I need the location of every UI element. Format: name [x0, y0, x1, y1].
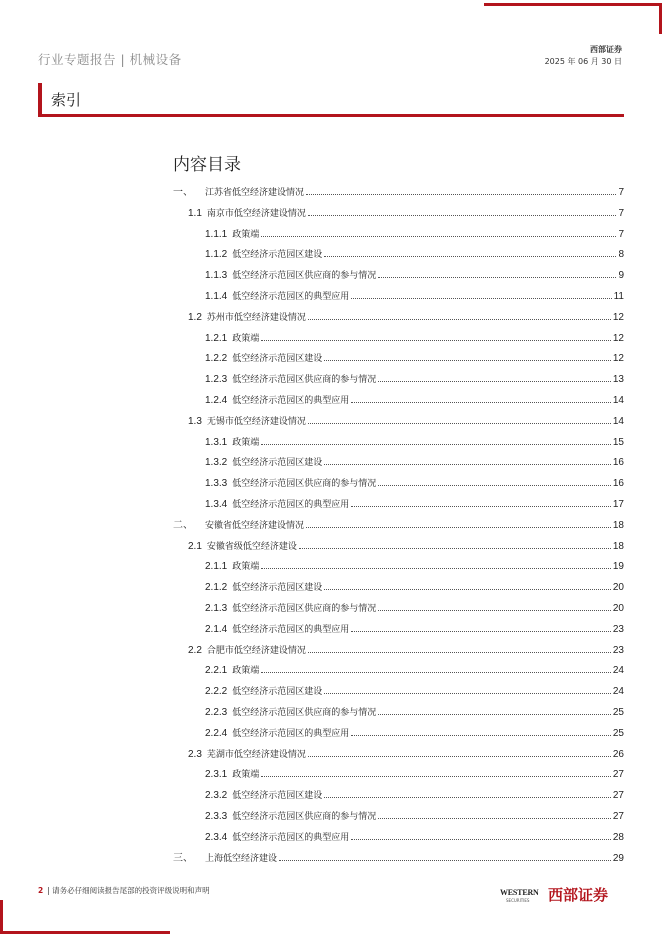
toc-leader-dots: [351, 506, 611, 507]
toc-entry[interactable]: [188, 203, 624, 219]
toc-leader-dots: [378, 818, 611, 819]
toc-entry-title: 安徽省级低空经济建设: [206, 541, 297, 552]
toc-entry-page: 20: [612, 582, 624, 594]
toc-entry-number: 2.2.2: [205, 686, 228, 698]
toc-entry-title: 低空经济示范园区建设: [232, 250, 323, 261]
toc-entry[interactable]: [205, 244, 624, 260]
toc-entry-number: 1.2: [188, 311, 202, 323]
toc-entry-page: 17: [612, 499, 624, 510]
toc-leader-dots: [351, 298, 611, 299]
toc-entry-title: 低空经济示范园区供应商的参与情况: [232, 271, 377, 282]
toc-leader-dots: [351, 402, 611, 403]
toc-entry-title: 低空经济示范园区供应商的参与情况: [232, 812, 377, 822]
toc-entry-title: 低空经济示范园区的典型应用: [232, 396, 350, 406]
toc-entry-page: 16: [612, 457, 624, 469]
toc-entry-page: 13: [612, 374, 624, 386]
toc-entry[interactable]: [205, 390, 624, 406]
section-bar: [38, 83, 624, 113]
toc-entry-number: 2.2: [188, 644, 202, 656]
toc-entry-page: 12: [612, 311, 624, 323]
toc-entry-title: 低空经济示范园区供应商的参与情况: [232, 375, 377, 386]
toc-entry-title: 低空经济示范园区建设: [232, 458, 323, 469]
toc-leader-dots: [351, 735, 611, 736]
logo-cn: 西部证券: [548, 886, 609, 904]
toc-leader-dots: [308, 652, 611, 653]
page-number: 2: [38, 886, 44, 895]
toc-entry-number: 1.1.1: [205, 228, 228, 240]
toc-leader-dots: [261, 672, 611, 673]
report-type: 行业专题报告 | 机械设备: [38, 52, 182, 67]
toc-entry-title: 低空经济示范园区建设: [232, 791, 323, 802]
toc-entry-page: 25: [612, 727, 624, 739]
toc-leader-dots: [378, 714, 611, 715]
toc-entry[interactable]: [205, 452, 624, 468]
toc-entry-number: 1.1.4: [205, 291, 228, 302]
toc-entry-title: 低空经济示范园区建设: [232, 354, 323, 365]
toc-leader-dots: [306, 194, 616, 195]
toc-entry-page: 11: [613, 291, 624, 302]
toc-leader-dots: [324, 360, 611, 361]
toc-entry-number: 2.2.1: [205, 665, 228, 677]
toc-leader-dots: [308, 319, 611, 320]
toc-leader-dots: [324, 693, 611, 694]
toc-leader-dots: [279, 860, 611, 861]
toc-entry-page: 20: [612, 603, 624, 614]
toc-entry-number: 1.2.3: [205, 374, 228, 386]
toc-entry-title: 政策端: [232, 562, 260, 573]
logo-en: WESTERN: [500, 888, 539, 897]
toc-entry-title: 低空经济示范园区建设: [232, 687, 323, 698]
logo-en-sub: SECURITIES: [506, 898, 530, 903]
toc-entry-number: 2.1: [188, 540, 202, 552]
toc-entry-number: 2.3.1: [205, 769, 228, 781]
corner-decoration: [0, 900, 3, 934]
toc-entry[interactable]: [188, 411, 624, 427]
toc-leader-dots: [261, 568, 611, 569]
toc-entry[interactable]: [188, 307, 624, 323]
toc-entry-page: 26: [612, 748, 624, 760]
toc-entry-page: 27: [612, 811, 624, 822]
toc-entry-number: 1.2.2: [205, 353, 228, 365]
toc-entry[interactable]: [205, 328, 624, 344]
toc-entry-number: 1.2.4: [205, 395, 228, 406]
toc-entry-page: 24: [612, 686, 624, 698]
toc-entry[interactable]: [205, 764, 624, 780]
toc-entry-page: 14: [612, 395, 624, 406]
toc-entry[interactable]: [205, 681, 624, 697]
section-title: 索引: [51, 91, 82, 109]
toc-entry-number: 一、: [173, 187, 193, 198]
toc-leader-dots: [378, 381, 611, 382]
toc-entry-number: 1.1: [188, 207, 202, 219]
toc-entry[interactable]: [173, 515, 624, 531]
toc-leader-dots: [378, 277, 616, 278]
toc-entry[interactable]: [205, 785, 624, 801]
toc-entry-title: 南京市低空经济建设情况: [206, 208, 306, 219]
header-meta: [545, 44, 622, 68]
toc-entry-page: 27: [612, 790, 624, 802]
toc-entry[interactable]: [173, 182, 624, 198]
toc-leader-dots: [324, 797, 611, 798]
toc-entry-title: 无锡市低空经济建设情况: [206, 416, 306, 427]
toc-entry-number: 三、: [173, 852, 193, 864]
toc-entry-page: 24: [612, 665, 624, 677]
toc-entry-title: 低空经济示范园区建设: [232, 583, 323, 594]
toc-entry[interactable]: [205, 286, 624, 302]
toc-entry-page: 7: [618, 228, 624, 240]
report-date: 2025 年 06 月 30 日: [544, 57, 622, 66]
toc-entry-page: 23: [612, 644, 624, 656]
toc-entry-page: 28: [612, 831, 624, 843]
toc-leader-dots: [324, 256, 616, 257]
toc-leader-dots: [308, 215, 617, 216]
toc-entry-title: 政策端: [232, 666, 260, 677]
toc-leader-dots: [306, 527, 611, 528]
toc-leader-dots: [324, 589, 611, 590]
toc-heading: 内容目录: [173, 155, 241, 175]
toc-entry[interactable]: [205, 494, 624, 510]
toc-entry-title: 政策端: [232, 770, 260, 781]
toc-entry-number: 2.1.3: [205, 603, 228, 614]
footer-note: [38, 885, 210, 896]
toc-entry-title: 低空经济示范园区供应商的参与情况: [232, 604, 377, 614]
toc-entry[interactable]: [205, 806, 624, 822]
toc-entry-number: 2.2.3: [205, 707, 228, 718]
toc-entry[interactable]: [205, 224, 624, 240]
toc-entry[interactable]: [205, 723, 624, 739]
toc-entry[interactable]: [205, 702, 624, 718]
toc-entry-number: 1.3.1: [205, 436, 228, 448]
toc-entry-number: 1.3.4: [205, 499, 228, 510]
toc-leader-dots: [351, 631, 611, 632]
toc-entry-title: 低空经济示范园区的典型应用: [232, 292, 350, 302]
toc-entry[interactable]: [205, 660, 624, 676]
toc-entry-page: 25: [612, 707, 624, 718]
toc-entry-title: 芜湖市低空经济建设情况: [206, 749, 306, 760]
toc-entry-number: 1.3.2: [205, 457, 228, 469]
corner-decoration: [484, 3, 662, 6]
toc-entry-page: 16: [612, 478, 624, 490]
toc-entry-page: 9: [618, 270, 624, 282]
toc-entry[interactable]: [205, 473, 624, 489]
toc-entry-page: 23: [612, 623, 624, 635]
toc-entry-page: 14: [612, 415, 624, 427]
toc-leader-dots: [308, 423, 611, 424]
toc-entry[interactable]: [205, 369, 624, 385]
toc-entry-title: 合肥市低空经济建设情况: [206, 645, 306, 656]
toc-leader-dots: [299, 548, 611, 549]
toc-leader-dots: [261, 236, 616, 237]
corner-decoration: [0, 931, 170, 934]
toc-entry-page: 12: [612, 353, 624, 365]
toc-entry-page: 7: [618, 187, 624, 198]
toc-leader-dots: [324, 464, 611, 465]
toc-leader-dots: [351, 839, 611, 840]
toc-entry[interactable]: [205, 598, 624, 614]
toc-entry-number: 1.3.3: [205, 478, 228, 490]
toc-entry-title: 低空经济示范园区的典型应用: [232, 624, 350, 635]
toc-entry-title: 政策端: [232, 229, 260, 240]
toc-entry-number: 2.1.1: [205, 561, 228, 573]
toc-entry-title: 低空经济示范园区的典型应用: [232, 728, 350, 739]
toc-leader-dots: [308, 756, 611, 757]
toc-entry[interactable]: [205, 619, 624, 635]
toc-entry-page: 12: [612, 332, 624, 344]
toc-entry-title: 上海低空经济建设: [205, 853, 278, 864]
toc-entry[interactable]: [205, 432, 624, 448]
toc-entry-number: 2.1.2: [205, 582, 228, 594]
toc-entry[interactable]: [205, 348, 624, 364]
toc-entry-title: 低空经济示范园区供应商的参与情况: [232, 708, 377, 718]
toc-entry[interactable]: [188, 536, 624, 552]
toc-entry-page: 19: [612, 561, 624, 573]
toc-entry-page: 7: [618, 207, 624, 219]
toc-entry-title: 低空经济示范园区的典型应用: [232, 832, 350, 843]
toc-entry[interactable]: [188, 744, 624, 760]
toc-entry[interactable]: [205, 577, 624, 593]
toc-leader-dots: [378, 485, 611, 486]
toc-entry-number: 1.1.3: [205, 270, 228, 282]
toc-entry-page: 15: [612, 436, 624, 448]
toc-entry-page: 18: [612, 540, 624, 552]
toc-entry-page: 8: [618, 249, 624, 261]
section-divider: [38, 114, 624, 117]
toc-leader-dots: [261, 776, 611, 777]
toc-entry[interactable]: [173, 848, 624, 864]
toc-entry-number: 2.2.4: [205, 727, 228, 739]
toc-entry-number: 2.3: [188, 748, 202, 760]
toc-entry-title: 苏州市低空经济建设情况: [206, 312, 306, 323]
toc-entry-page: 18: [612, 519, 624, 531]
toc-leader-dots: [378, 610, 611, 611]
toc-entry-number: 2.3.2: [205, 790, 228, 802]
toc-entry-number: 二、: [173, 519, 193, 531]
toc-leader-dots: [261, 444, 611, 445]
section-accent: [38, 83, 42, 115]
toc-entry-number: 2.1.4: [205, 623, 228, 635]
company-logo: [500, 880, 624, 908]
toc-entry[interactable]: [205, 265, 624, 281]
toc-entry[interactable]: [188, 640, 624, 656]
company-name: 西部证券: [590, 45, 622, 54]
disclaimer: | 请务必仔细阅读报告尾部的投资评级说明和声明: [47, 886, 210, 895]
toc-leader-dots: [261, 340, 611, 341]
toc-entry[interactable]: [205, 556, 624, 572]
toc-entry-number: 1.2.1: [205, 332, 228, 344]
toc-entry-title: 安徽省低空经济建设情况: [205, 520, 305, 531]
toc-entry-title: 政策端: [232, 437, 260, 448]
toc-entry-number: 1.1.2: [205, 249, 228, 261]
toc-entry-page: 27: [612, 769, 624, 781]
toc-entry-title: 低空经济示范园区的典型应用: [232, 500, 350, 510]
toc-entry-number: 2.3.4: [205, 831, 228, 843]
toc-entry-number: 1.3: [188, 415, 202, 427]
toc-entry-title: 低空经济示范园区供应商的参与情况: [232, 479, 377, 490]
toc-entry-title: 政策端: [232, 333, 260, 344]
toc-entry-title: 江苏省低空经济建设情况: [205, 188, 305, 198]
toc-entry-number: 2.3.3: [205, 811, 228, 822]
toc-entry-page: 29: [612, 852, 624, 864]
toc-entry[interactable]: [205, 827, 624, 843]
